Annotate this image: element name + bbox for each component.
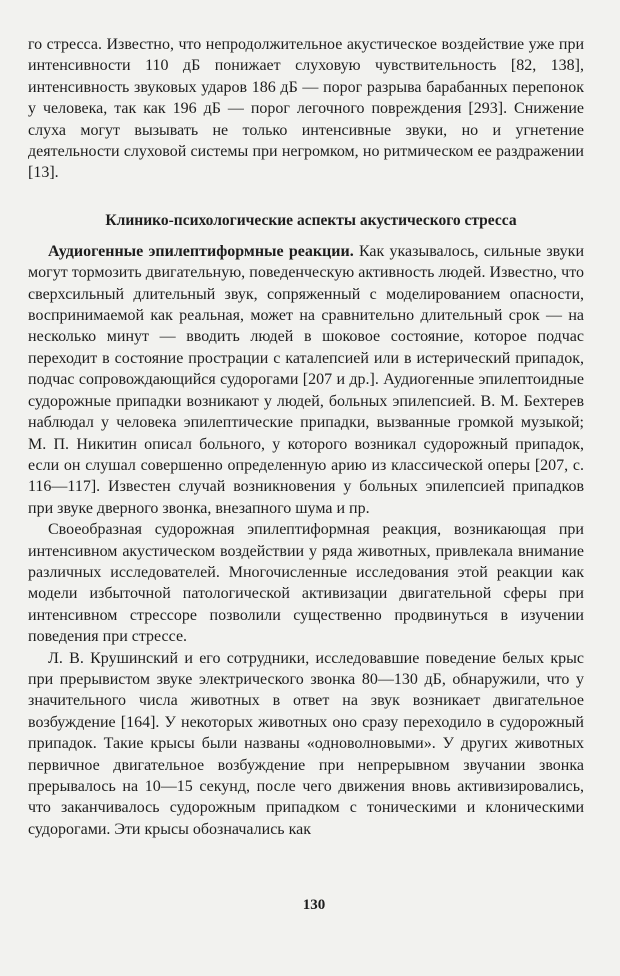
body-paragraph-2-text: Как указывалось, сильные звуки могут тормозить двигательную, поведенческую активность людей. Известно, что сверхсильный длительный звук, сопряженный с моделированием опасности, воспринимаемой как реальная, может на сравнительно длительный срок — на несколько минут — вводить людей в шоковое состояние, которое подчас переходит в состояние прострации с каталепсией или в истерический припадок, подчас сопровождающийся судорогами [207 и др.]. Аудиогенные эпилептоидные судорожные припадки возникают у людей, больных эпилепсией. В. М. Бехтерев наблюдал у человека эпилептические припадки, вызванные громкой музыкой; М. П. Никитин описал больного, у которого возникал судорожный припадок, если он слушал совершенно определенную арию из классической оперы [207, с. 116—117]. Известен случай возникновения у больных эпилепсией припадков при звуке дверного звонка, внезапного шума и пр. bbox=[28, 242, 584, 517]
run-in-heading: Аудиогенные эпилептиформные реакции. bbox=[48, 242, 354, 260]
body-paragraph-2 bbox=[28, 241, 584, 519]
body-paragraph-4: Л. В. Крушинский и его сотрудники, исследовавшие поведение белых крыс при прерывистом звуке электрического звонка 80—130 дБ, обнаружили, что у значительного числа животных в ответ на звук возникает двигательное возбуждение [164]. У некоторых животных оно сразу переходило в судорожный припадок. Такие крысы были названы «одноволновыми». У других животных первичное двигательное возбуждение при непрерывном звучании звонка прерывалось на 10—15 секунд, после чего движения вновь активизировались, что заканчивалось судорожным припадком с тоническими и клоническими судорогами. Эти крысы обозначались как bbox=[28, 649, 584, 838]
body-paragraph-1: го стресса. Известно, что непродолжительное акустическое воздействие уже при интенсивности 110 дБ понижает слуховую чувствительность [82, 138], интенсивность звуковых ударов 186 дБ — порог разрыва барабанных перепонок у человека, так как 196 дБ — порог легочного повреждения [293]. Снижение слуха могут вызывать не только интенсивные звуки, но и угнетение деятельности слуховой системы при негромком, но ритмическом ее раздражении [13]. bbox=[28, 36, 584, 182]
body-paragraph-3: Своеобразная судорожная эпилептиформная реакция, возникающая при интенсивном акустическом воздействии у ряда животных, привлекала внимание различных исследователей. Многочисленные исследования этой реакции как модели избыточной патологической активизации двигательной сферы при интенсивном стрессоре позволили существенно продвинуться в изучении поведения при стрессе. bbox=[28, 521, 584, 646]
section-heading: Клинико-психологические аспекты акустического стресса bbox=[105, 211, 517, 229]
page-number: 130 bbox=[302, 897, 326, 913]
